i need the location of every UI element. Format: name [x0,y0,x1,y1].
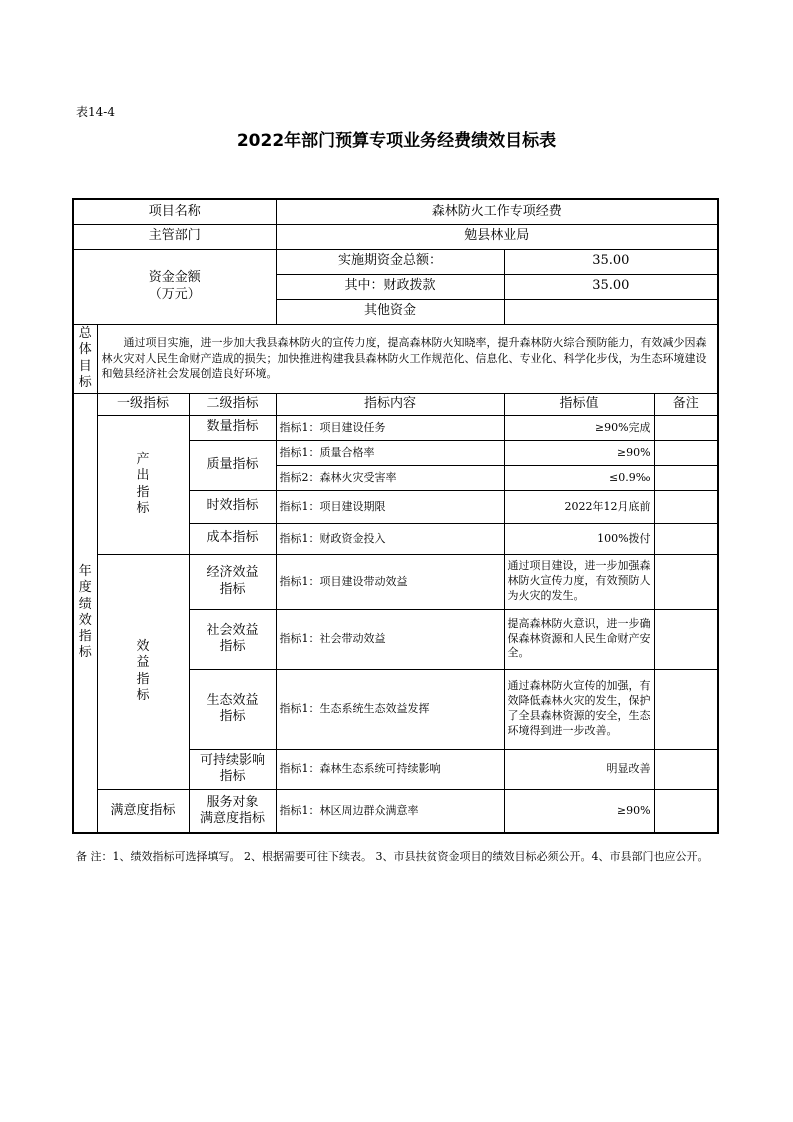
effect-indicator-label: 效 益 指 标 [97,554,189,789]
level2-sustainable: 可持续影响 指标 [189,749,276,789]
annual-indicator-label: 年 度 绩 效 指 标 [73,393,97,833]
overall-goal-row [73,324,718,393]
fund-finance-label: 其中：财政拨款 [276,274,504,299]
note-quality-1 [654,440,718,465]
level2-quality: 质量指标 [189,440,276,490]
fund-total-row [73,249,718,274]
note-economic [654,554,718,609]
fund-amount-label-line1: 资金金额 [148,270,201,286]
value-service: ≥90% [504,789,654,833]
indicator-header-row [73,393,718,415]
header-level2: 二级指标 [189,393,276,415]
value-social: 提高森林防火意识，进一步确保森林资源和人民生命财产安全。 [504,609,654,669]
table-row [73,789,718,833]
level2-timeliness: 时效指标 [189,490,276,523]
note-quality-2 [654,465,718,490]
level2-quantity: 数量指标 [189,415,276,440]
value-quantity: ≥90%完成 [504,415,654,440]
fund-other-label: 其他资金 [276,299,504,324]
department-row [73,224,718,249]
fund-other-value [504,299,718,324]
fund-finance-value: 35.00 [504,274,718,299]
performance-goal-table [72,198,719,834]
footnote: 备 注：1、绩效指标可选择填写。 2、根据需要可往下续表。 3、市县扶贫资金项目的绩效目标必须公开。4、市县部门也应公开。 [76,850,709,863]
content-quality-2: 指标2：森林火灾受害率 [276,465,504,490]
value-quality-2: ≤0.9‰ [504,465,654,490]
content-timeliness: 指标1：项目建设期限 [276,490,504,523]
level2-cost: 成本指标 [189,523,276,554]
note-sustainable [654,749,718,789]
level2-social: 社会效益 指标 [189,609,276,669]
table-number: 表14-4 [76,105,115,119]
content-economic: 指标1：项目建设带动效益 [276,554,504,609]
project-name-label: 项目名称 [73,199,276,224]
content-quality-1: 指标1：质量合格率 [276,440,504,465]
level2-service: 服务对象 满意度指标 [189,789,276,833]
note-cost [654,523,718,554]
project-name-value: 森林防火工作专项经费 [276,199,718,224]
department-label: 主管部门 [73,224,276,249]
header-note: 备注 [654,393,718,415]
value-quality-1: ≥90% [504,440,654,465]
note-ecological [654,669,718,749]
department-value: 勉县林业局 [276,224,718,249]
value-economic: 通过项目建设，进一步加强森林防火宣传力度，有效预防人为火灾的发生。 [504,554,654,609]
note-social [654,609,718,669]
page-title: 2022年部门预算专项业务经费绩效目标表 [236,131,557,151]
fund-total-label: 实施期资金总额： [276,249,504,274]
value-timeliness: 2022年12月底前 [504,490,654,523]
content-service: 指标1：林区周边群众满意率 [276,789,504,833]
note-quantity [654,415,718,440]
project-name-row [73,199,718,224]
level2-economic: 经济效益 指标 [189,554,276,609]
output-indicator-label: 产 出 指 标 [97,415,189,554]
value-sustainable: 明显改善 [504,749,654,789]
content-sustainable: 指标1：森林生态系统可持续影响 [276,749,504,789]
table-row [73,554,718,609]
fund-amount-label-line2: （万元） [148,286,201,302]
value-cost: 100%拨付 [504,523,654,554]
fund-total-value: 35.00 [504,249,718,274]
content-ecological: 指标1：生态系统生态效益发挥 [276,669,504,749]
header-content: 指标内容 [276,393,504,415]
overall-goal-text: 通过项目实施，进一步加大我县森林防火的宣传力度，提高森林防火知晓率，提升森林防火综合预防能力，有效减少因森林火灾对人民生命财产造成的损失；加快推进构建我县森林防火工作规范化、信息化、专业化、科学化步伐，为生态环境建设和勉县经济社会发展创造良好环境。 [97,324,718,393]
fund-amount-label [73,249,276,324]
note-service [654,789,718,833]
level2-ecological: 生态效益 指标 [189,669,276,749]
value-ecological: 通过森林防火宣传的加强，有效降低森林火灾的发生，保护了全县森林资源的安全，生态环境得到进一步改善。 [504,669,654,749]
table-row [73,415,718,440]
content-quantity: 指标1：项目建设任务 [276,415,504,440]
satisfaction-indicator-label: 满意度指标 [97,789,189,833]
note-timeliness [654,490,718,523]
header-value: 指标值 [504,393,654,415]
overall-goal-label: 总 体 目 标 [73,324,97,393]
header-level1: 一级指标 [97,393,189,415]
content-social: 指标1：社会带动效益 [276,609,504,669]
content-cost: 指标1：财政资金投入 [276,523,504,554]
